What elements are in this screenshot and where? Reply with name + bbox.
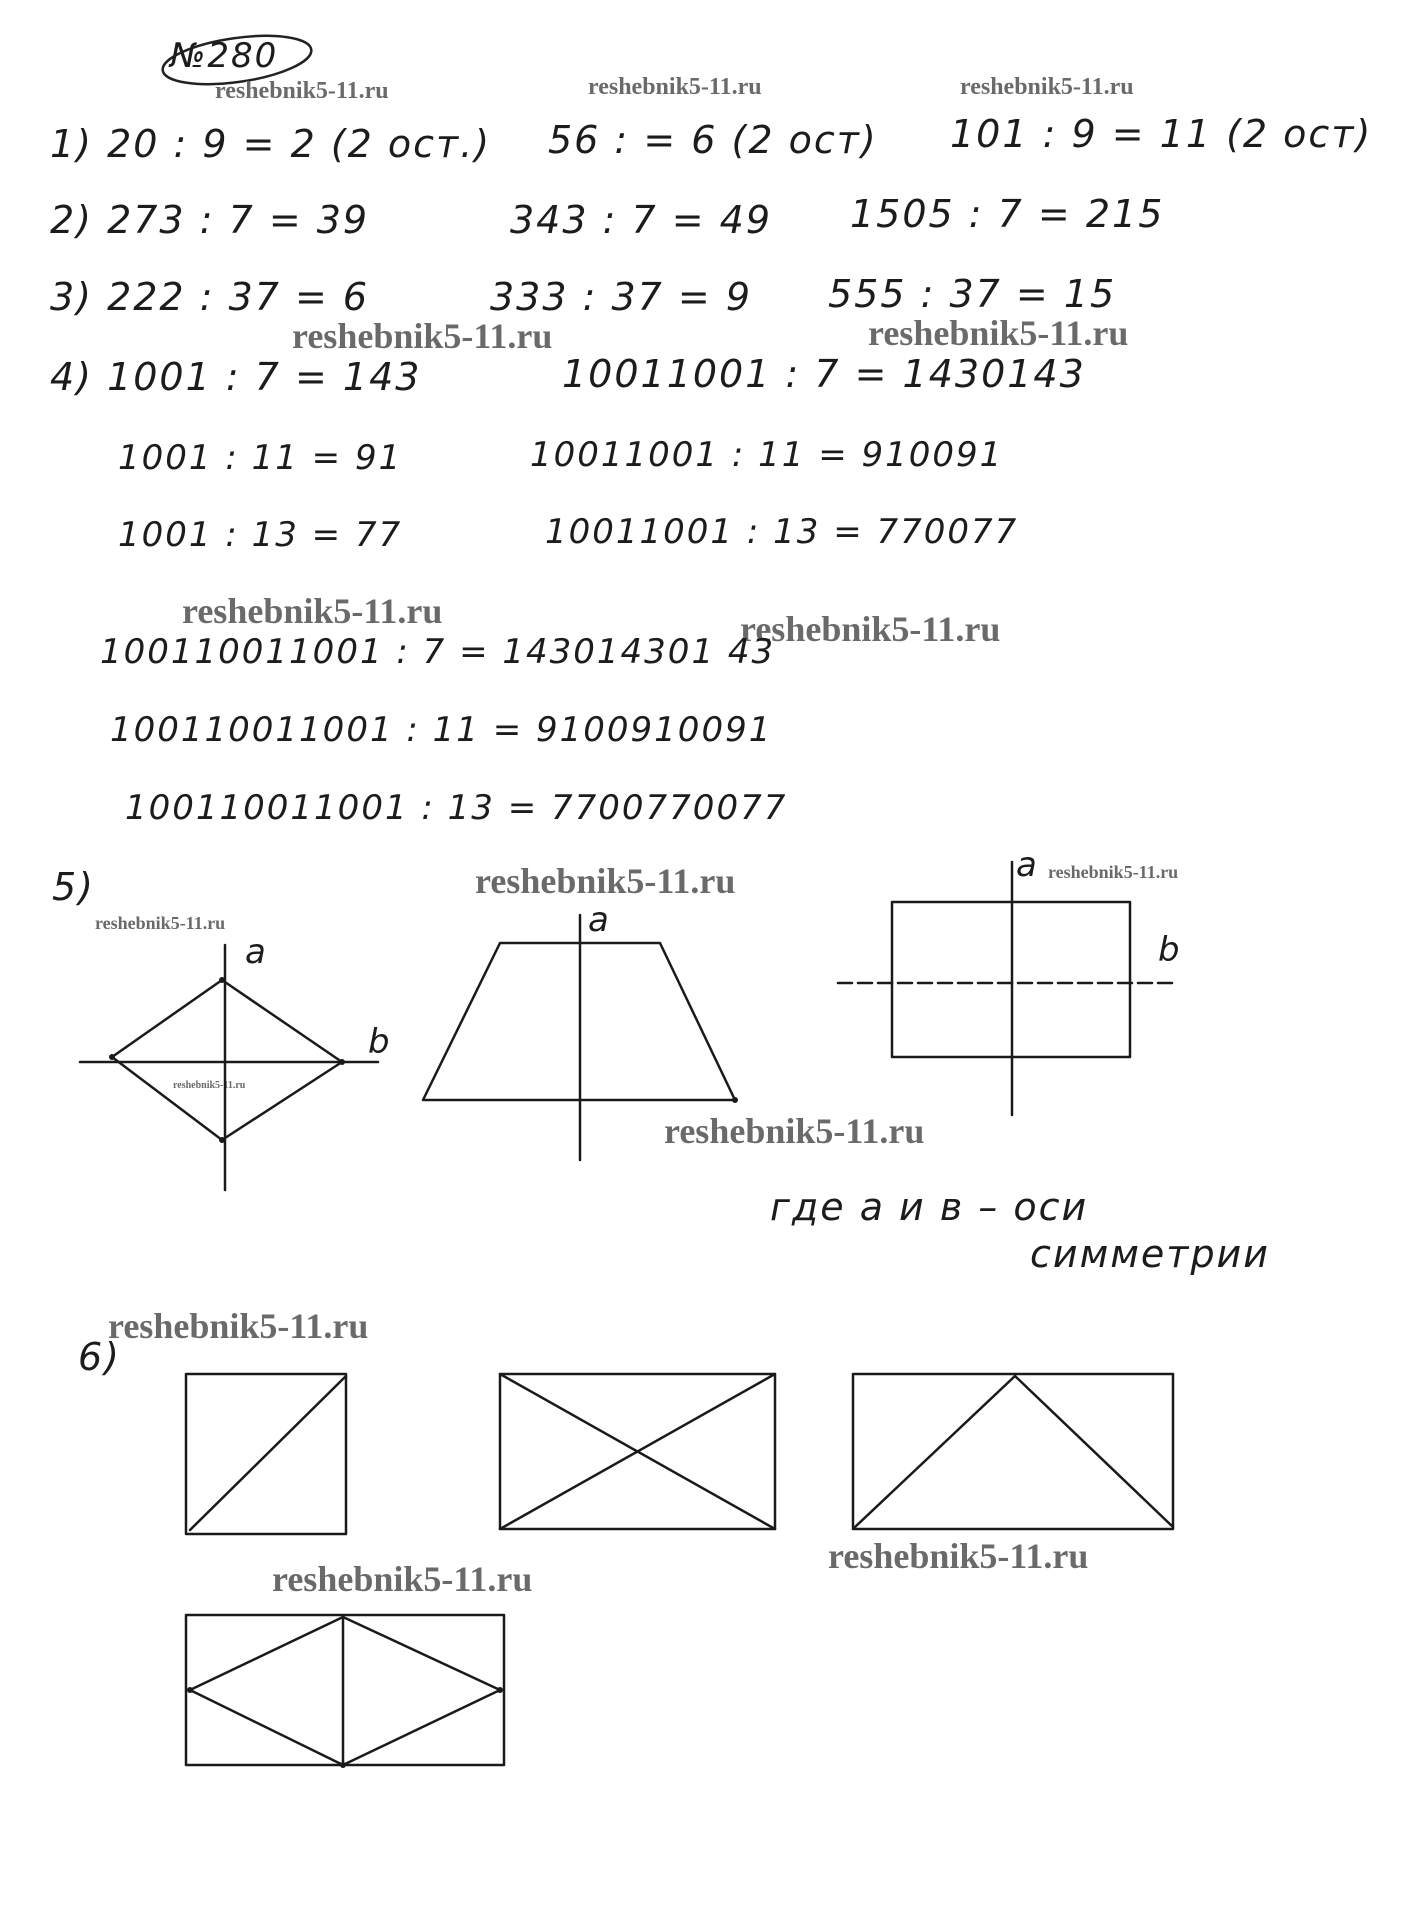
line-6b: 10011001 : 13 = 770077 [545,512,1019,552]
watermark: reshebnik5-11.ru [828,1536,1089,1576]
line-6a: 1001 : 13 = 77 [118,515,403,555]
line-3a: 3) 222 : 37 = 6 [50,275,370,319]
rectangle-with-diagonals [500,1374,775,1529]
trapezoid-figure [423,915,735,1160]
watermark: reshebnik5-11.ru [108,1306,369,1346]
line-1b: 56 : = 6 (2 ост) [548,118,878,162]
watermark: reshebnik5-11.ru [173,1080,246,1091]
line-3c: 555 : 37 = 15 [828,272,1117,316]
watermark: reshebnik5-11.ru [868,313,1129,353]
watermark: reshebnik5-11.ru [272,1559,533,1599]
line-8: 100110011001 : 11 = 9100910091 [110,710,773,750]
line-3b: 333 : 37 = 9 [490,275,753,319]
watermark: reshebnik5-11.ru [182,591,443,631]
line-5a: 1001 : 11 = 91 [118,438,403,478]
axis-label-a: a [588,900,611,940]
watermark: reshebnik5-11.ru [292,316,553,356]
axis-label-a: a [1016,845,1039,885]
watermark: reshebnik5-11.ru [588,74,762,100]
problem-number: №280 [170,36,279,76]
line-2b: 343 : 7 = 49 [510,198,773,242]
line-7: 100110011001 : 7 = 143014301 43 [100,632,776,672]
section-5-label: 5) [52,865,96,909]
line-4b: 10011001 : 7 = 1430143 [562,352,1086,396]
line-1c: 101 : 9 = 11 (2 ост) [950,112,1373,156]
rectangle-with-rhombi [186,1615,504,1765]
rhombus-figure [80,945,378,1190]
watermark: reshebnik5-11.ru [664,1111,925,1151]
rectangle-with-triangle [853,1374,1173,1529]
symmetry-note-line-2: симметрии [1030,1232,1270,1276]
line-9: 100110011001 : 13 = 7700770077 [125,788,788,828]
watermark: reshebnik5-11.ru [740,609,1001,649]
line-2a: 2) 273 : 7 = 39 [50,198,370,242]
watermark: reshebnik5-11.ru [1048,862,1179,882]
square-with-diagonal [186,1374,346,1534]
line-2c: 1505 : 7 = 215 [850,192,1165,236]
line-4a: 4) 1001 : 7 = 143 [50,355,422,399]
watermark: reshebnik5-11.ru [475,861,736,901]
axis-label-b: b [368,1022,392,1062]
line-5b: 10011001 : 11 = 910091 [530,435,1004,475]
watermark: reshebnik5-11.ru [95,913,226,933]
rectangle-figure [838,862,1178,1115]
symmetry-note-line-1: где а и в – оси [770,1185,1089,1229]
axis-label-a: a [245,932,268,972]
section-6-label: 6) [78,1335,122,1379]
watermark: reshebnik5-11.ru [215,78,389,104]
watermark: reshebnik5-11.ru [960,74,1134,100]
axis-label-b: b [1158,930,1182,970]
line-1a: 1) 20 : 9 = 2 (2 ост.) [50,122,492,166]
